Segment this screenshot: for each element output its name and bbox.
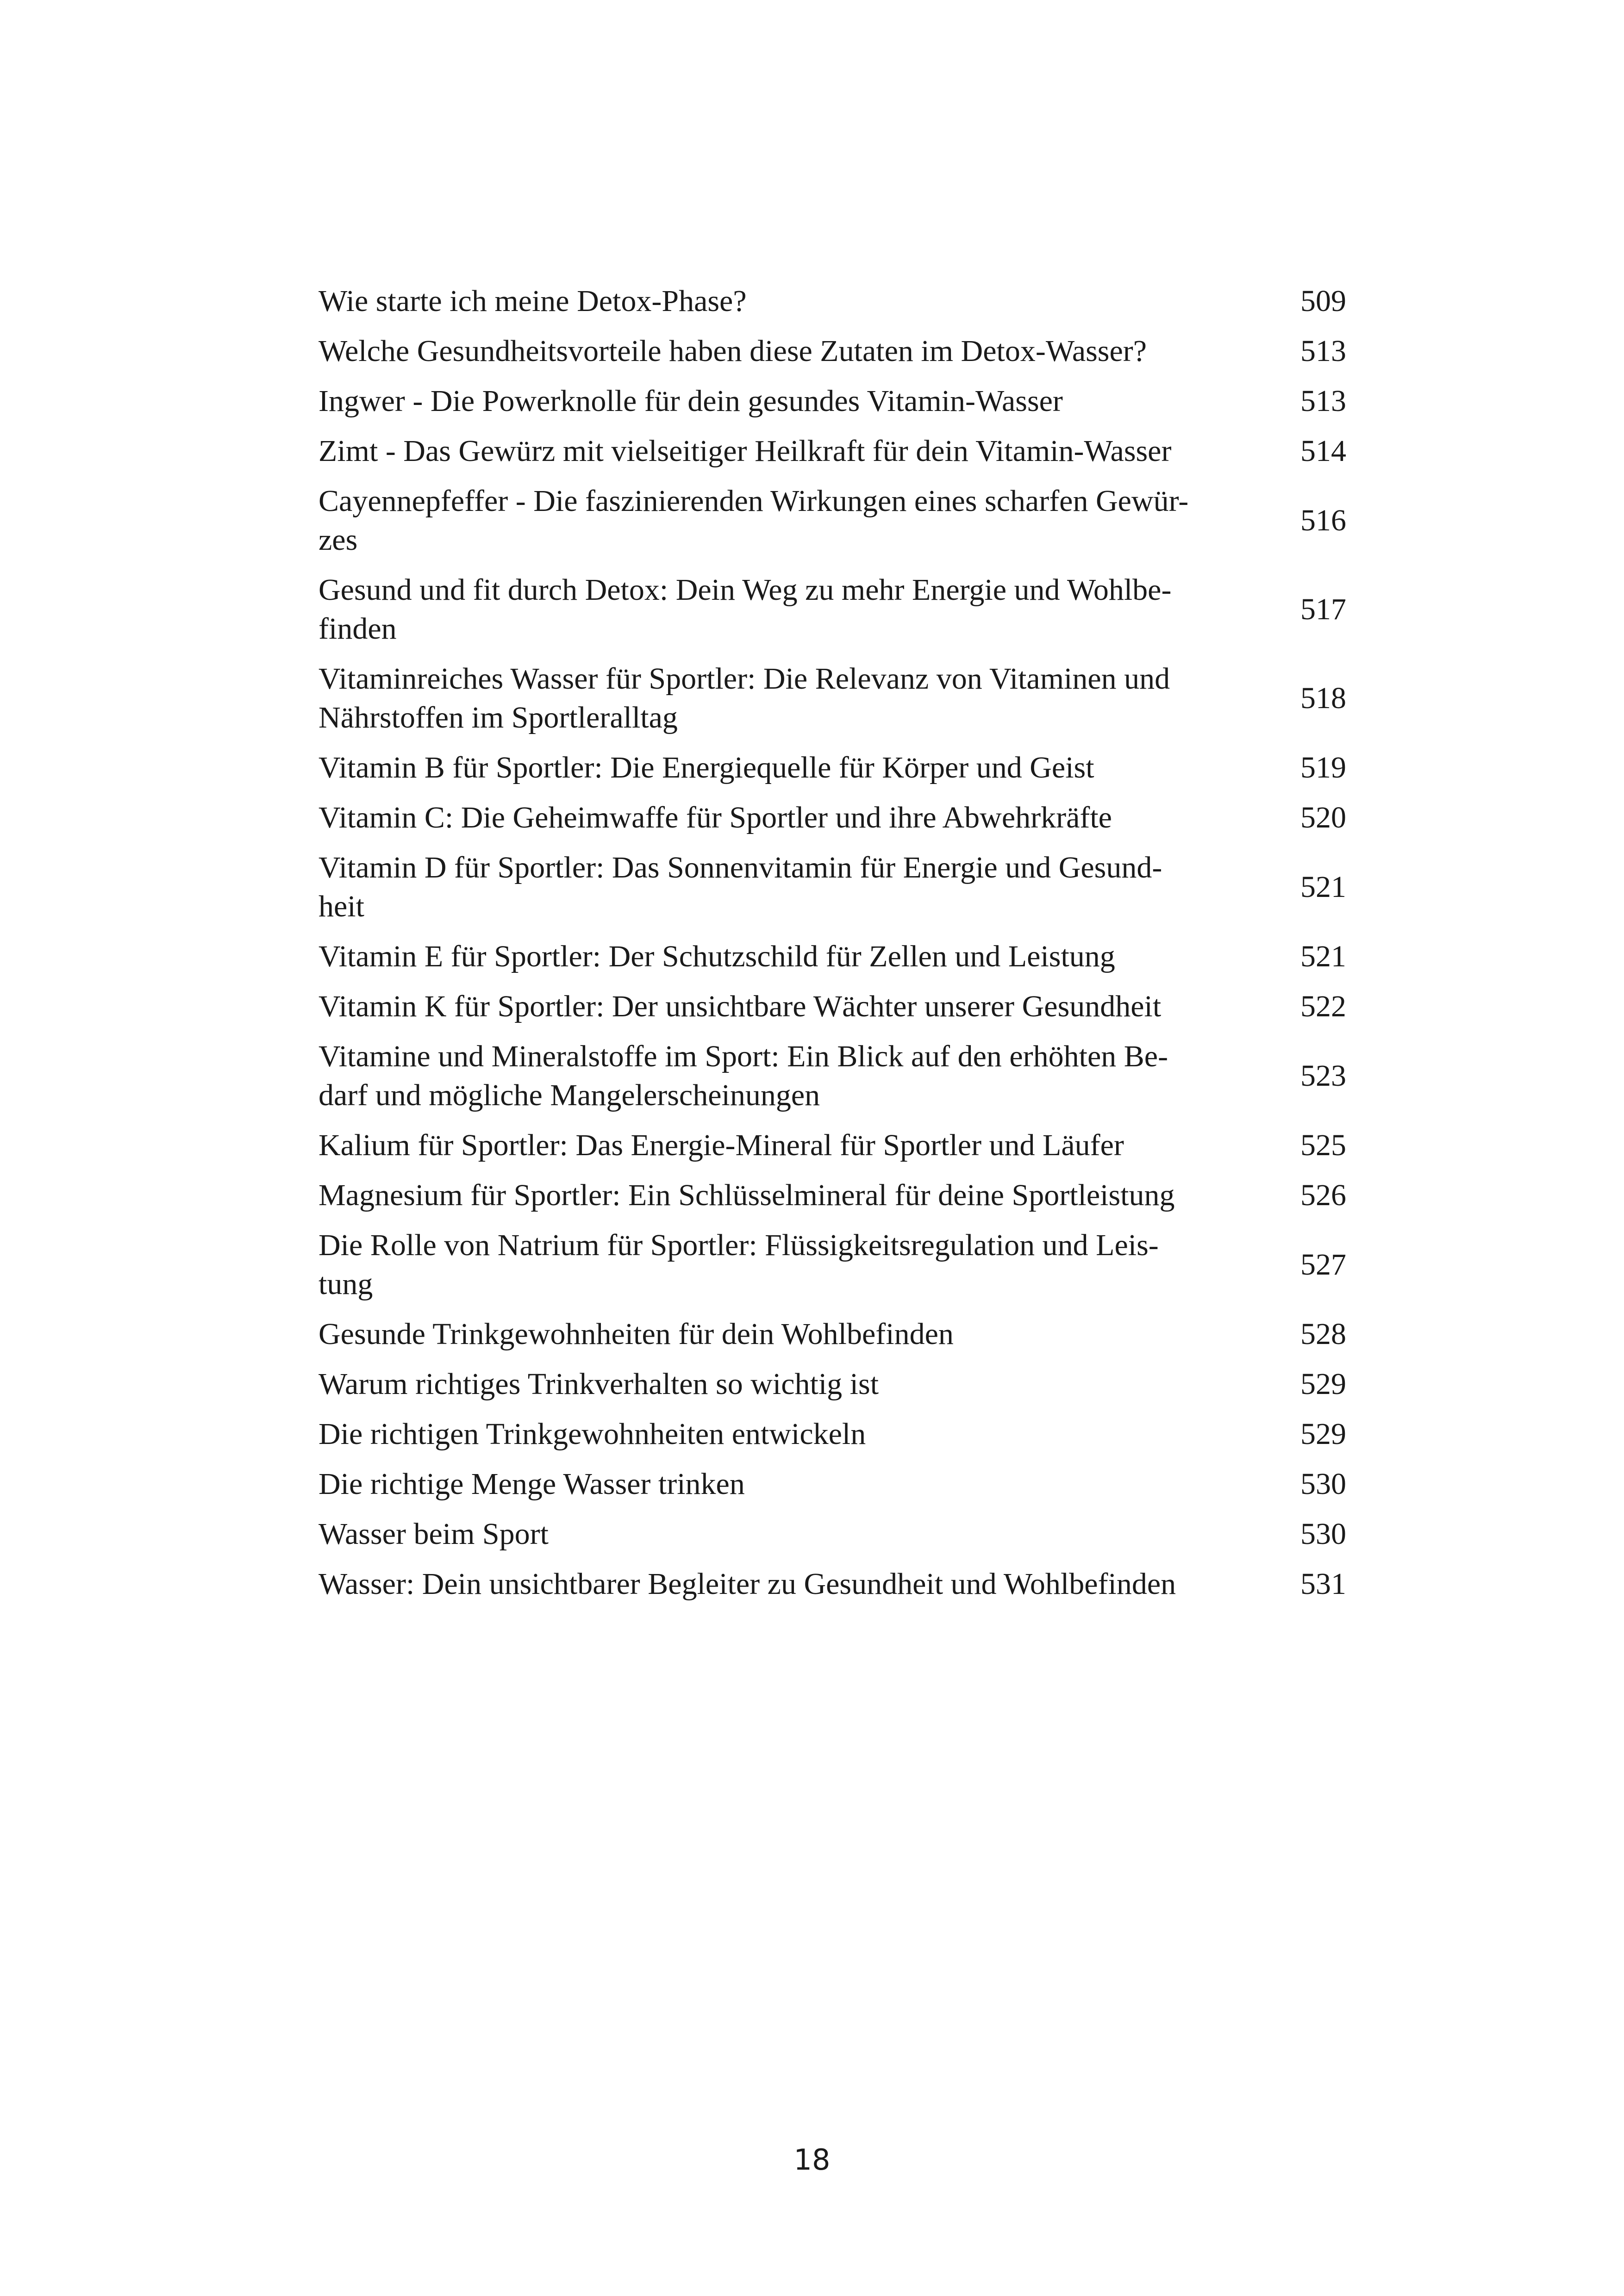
toc-entry-title: Zimt - Das Gewürz mit vielseitiger Heilkraft für dein Vitamin-Wasser <box>319 434 1172 468</box>
toc-entry-title: Vitamin B für Sportler: Die Energiequelle für Körper und Geist <box>319 751 1094 784</box>
toc-entry[interactable] <box>319 1220 1346 1309</box>
toc-entry-title: Wasser: Dein unsichtbarer Begleiter zu Gesundheit und Wohlbefinden <box>319 1567 1176 1601</box>
toc-entry-page: 530 <box>1300 1517 1346 1551</box>
toc-entry-page: 520 <box>1300 801 1346 834</box>
toc-entry-title: Wie starte ich meine Detox-Phase? <box>319 284 747 318</box>
toc-entry[interactable] <box>319 1120 1346 1170</box>
toc-entry[interactable] <box>319 654 1346 743</box>
toc-entry-title: Ingwer - Die Powerknolle für dein gesundes Vitamin-Wasser <box>319 384 1063 418</box>
toc-entry-title: Magnesium für Sportler: Ein Schlüsselmineral für deine Sportleistung <box>319 1178 1175 1212</box>
toc-entry[interactable] <box>319 426 1346 476</box>
toc-entry[interactable] <box>319 1409 1346 1459</box>
toc-entry[interactable] <box>319 1032 1346 1120</box>
toc-entry-page: 517 <box>1300 592 1346 626</box>
toc-entry-page: 513 <box>1300 384 1346 418</box>
toc-entry-title: Vitamin K für Sportler: Der unsichtbare Wächter unserer Gesundheit <box>319 989 1162 1023</box>
toc-entry-page: 522 <box>1300 989 1346 1023</box>
toc-entry-title: Vitaminreiches Wasser für Sportler: Die Relevanz von Vitaminen und Nährstoffen im Sportleralltag <box>319 662 1170 734</box>
toc-entry-title: Kalium für Sportler: Das Energie-Mineral für Sportler und Läufer <box>319 1128 1124 1162</box>
toc-entry-page: 514 <box>1300 434 1346 468</box>
toc-entry[interactable] <box>319 743 1346 793</box>
toc-entry-page: 509 <box>1300 284 1346 318</box>
toc-entry[interactable] <box>319 565 1346 654</box>
toc-entry[interactable] <box>319 1170 1346 1220</box>
toc-entry-title: Welche Gesundheitsvorteile haben diese Zutaten im Detox-Wasser? <box>319 334 1147 368</box>
toc-entry-title: Vitamin D für Sportler: Das Sonnenvitamin für Energie und Gesund- heit <box>319 851 1162 923</box>
toc-entry-page: 521 <box>1300 940 1346 973</box>
toc-entry[interactable] <box>319 843 1346 932</box>
toc-entry-page: 530 <box>1300 1467 1346 1501</box>
toc-entry-page: 531 <box>1300 1567 1346 1601</box>
toc-entry[interactable] <box>319 1559 1346 1609</box>
toc-entry-title: Die richtigen Trinkgewohnheiten entwickeln <box>319 1417 866 1451</box>
toc-entry-title: Vitamin C: Die Geheimwaffe für Sportler und ihre Abwehrkräfte <box>319 801 1112 834</box>
toc-entry[interactable] <box>319 793 1346 843</box>
toc-entry-title: Die Rolle von Natrium für Sportler: Flüssigkeitsregulation und Leis- tung <box>319 1228 1159 1301</box>
toc-entry[interactable] <box>319 1309 1346 1359</box>
toc-entry[interactable] <box>319 276 1346 326</box>
toc-entry-title: Wasser beim Sport <box>319 1517 549 1551</box>
page-number: 18 <box>793 2143 831 2177</box>
toc-entry[interactable] <box>319 476 1346 565</box>
toc-entry-page: 525 <box>1300 1128 1346 1162</box>
toc-entry-page: 518 <box>1300 681 1346 715</box>
toc-entry-page: 521 <box>1300 870 1346 904</box>
toc-entry[interactable] <box>319 982 1346 1032</box>
toc-entry-page: 516 <box>1300 504 1346 537</box>
toc-entry-page: 523 <box>1300 1059 1346 1093</box>
toc-entry[interactable] <box>319 326 1346 376</box>
toc-entry-title: Vitamine und Mineralstoffe im Sport: Ein Blick auf den erhöhten Be- darf und mögliche Mangelerscheinungen <box>319 1039 1168 1112</box>
toc-entry-title: Gesund und fit durch Detox: Dein Weg zu mehr Energie und Wohlbe- finden <box>319 573 1172 646</box>
toc-entry[interactable] <box>319 376 1346 426</box>
toc-entry-page: 519 <box>1300 751 1346 784</box>
toc-entry-title: Cayennepfeffer - Die faszinierenden Wirkungen eines scharfen Gewür- zes <box>319 484 1189 557</box>
toc-entry-page: 528 <box>1300 1317 1346 1351</box>
toc-entry[interactable] <box>319 1509 1346 1559</box>
toc-entry-page: 527 <box>1300 1248 1346 1282</box>
toc-entry-title: Vitamin E für Sportler: Der Schutzschild für Zellen und Leistung <box>319 940 1115 973</box>
toc-entry-title: Warum richtiges Trinkverhalten so wichtig ist <box>319 1367 879 1401</box>
table-of-contents <box>319 276 1346 1609</box>
toc-entry[interactable] <box>319 1359 1346 1409</box>
toc-entry-page: 526 <box>1300 1178 1346 1212</box>
toc-entry-page: 513 <box>1300 334 1346 368</box>
toc-entry[interactable] <box>319 932 1346 982</box>
toc-entry-page: 529 <box>1300 1417 1346 1451</box>
toc-entry-title: Gesunde Trinkgewohnheiten für dein Wohlbefinden <box>319 1317 954 1351</box>
toc-entry-page: 529 <box>1300 1367 1346 1401</box>
toc-entry-title: Die richtige Menge Wasser trinken <box>319 1467 745 1501</box>
toc-entry[interactable] <box>319 1459 1346 1509</box>
